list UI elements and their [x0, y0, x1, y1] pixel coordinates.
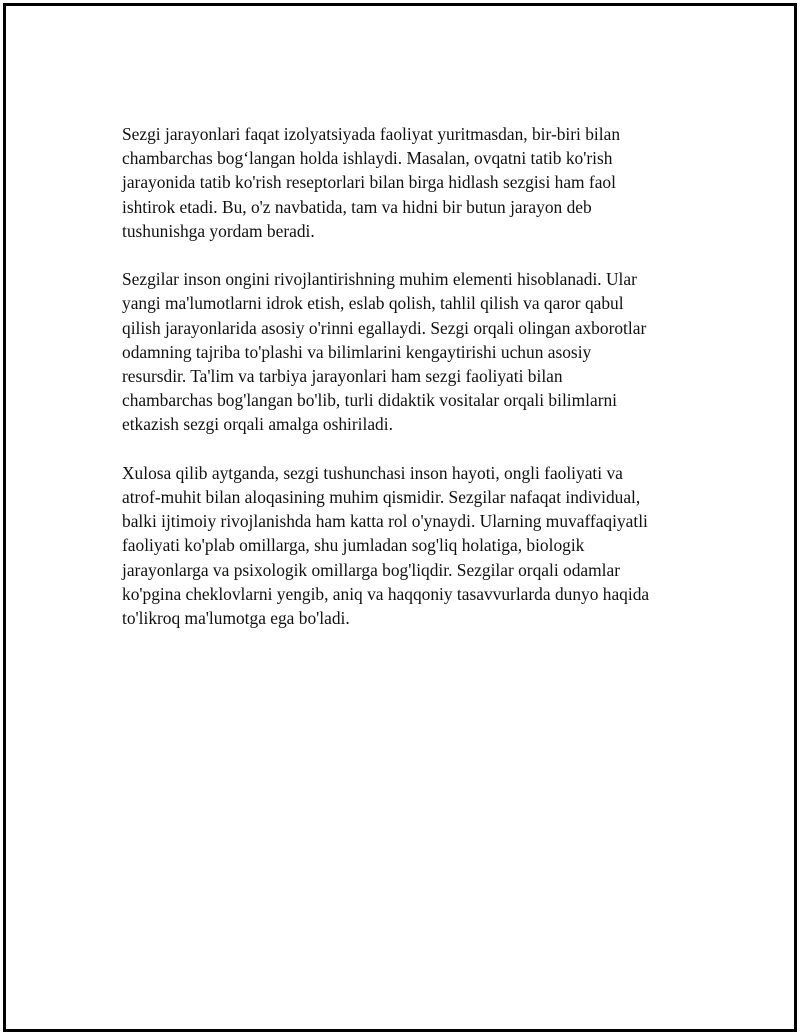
paragraph-3: Xulosa qilib aytganda, sezgi tushunchasi inson hayoti, ongli faoliyati va atrof-muhit bilan aloqasining muhim qismidir. Sezgilar nafaqat individual, balki ijtimoiy rivojlanishda ham katta rol o'ynaydi. Ularning muvaffaqiyatli faoliyati ko'plab omillarga, shu jumladan sog'liq holatiga, biologik jarayonlarga va psixologik omillarga bog'liqdir. Sezgilar orqali odamlar ko'pgina cheklovlarni yengib, aniq va haqqoniy tasavvurlarda dunyo haqida to'likroq ma'lumotga ega bo'ladi. [122, 462, 650, 629]
page-frame [3, 3, 797, 1032]
document-body [122, 122, 692, 654]
paragraph-1: Sezgi jarayonlari faqat izolyatsiyada faoliyat yuritmasdan, bir-biri bilan chambarchas bog‘langan holda ishlaydi. Masalan, ovqatni tatib ko'rish jarayonida tatib ko'rish reseptorlari bilan birga hidlash sezgisi ham faol ishtirok etadi. Bu, o'z navbatida, tam va hidni bir butun jarayon deb tushunishga yordam beradi. [122, 124, 621, 241]
paragraph-2: Sezgilar inson ongini rivojlantirishning muhim elementi hisoblanadi. Ular yangi ma'lumotlarni idrok etish, eslab qolish, tahlil qilish va qaror qabul qilish jarayonlarida asosiy o'rinni egallaydi. Sezgi orqali olingan axborotlar odamning tajriba to'plashi va bilimlarini kengaytirishi uchun asosiy resursdir. Ta'lim va tarbiya jarayonlari ham sezgi faoliyati bilan chambarchas bog'langan bo'lib, turli didaktik vositalar orqali bilimlarni etkazish sezgi orqali amalga oshiriladi. [122, 269, 647, 435]
